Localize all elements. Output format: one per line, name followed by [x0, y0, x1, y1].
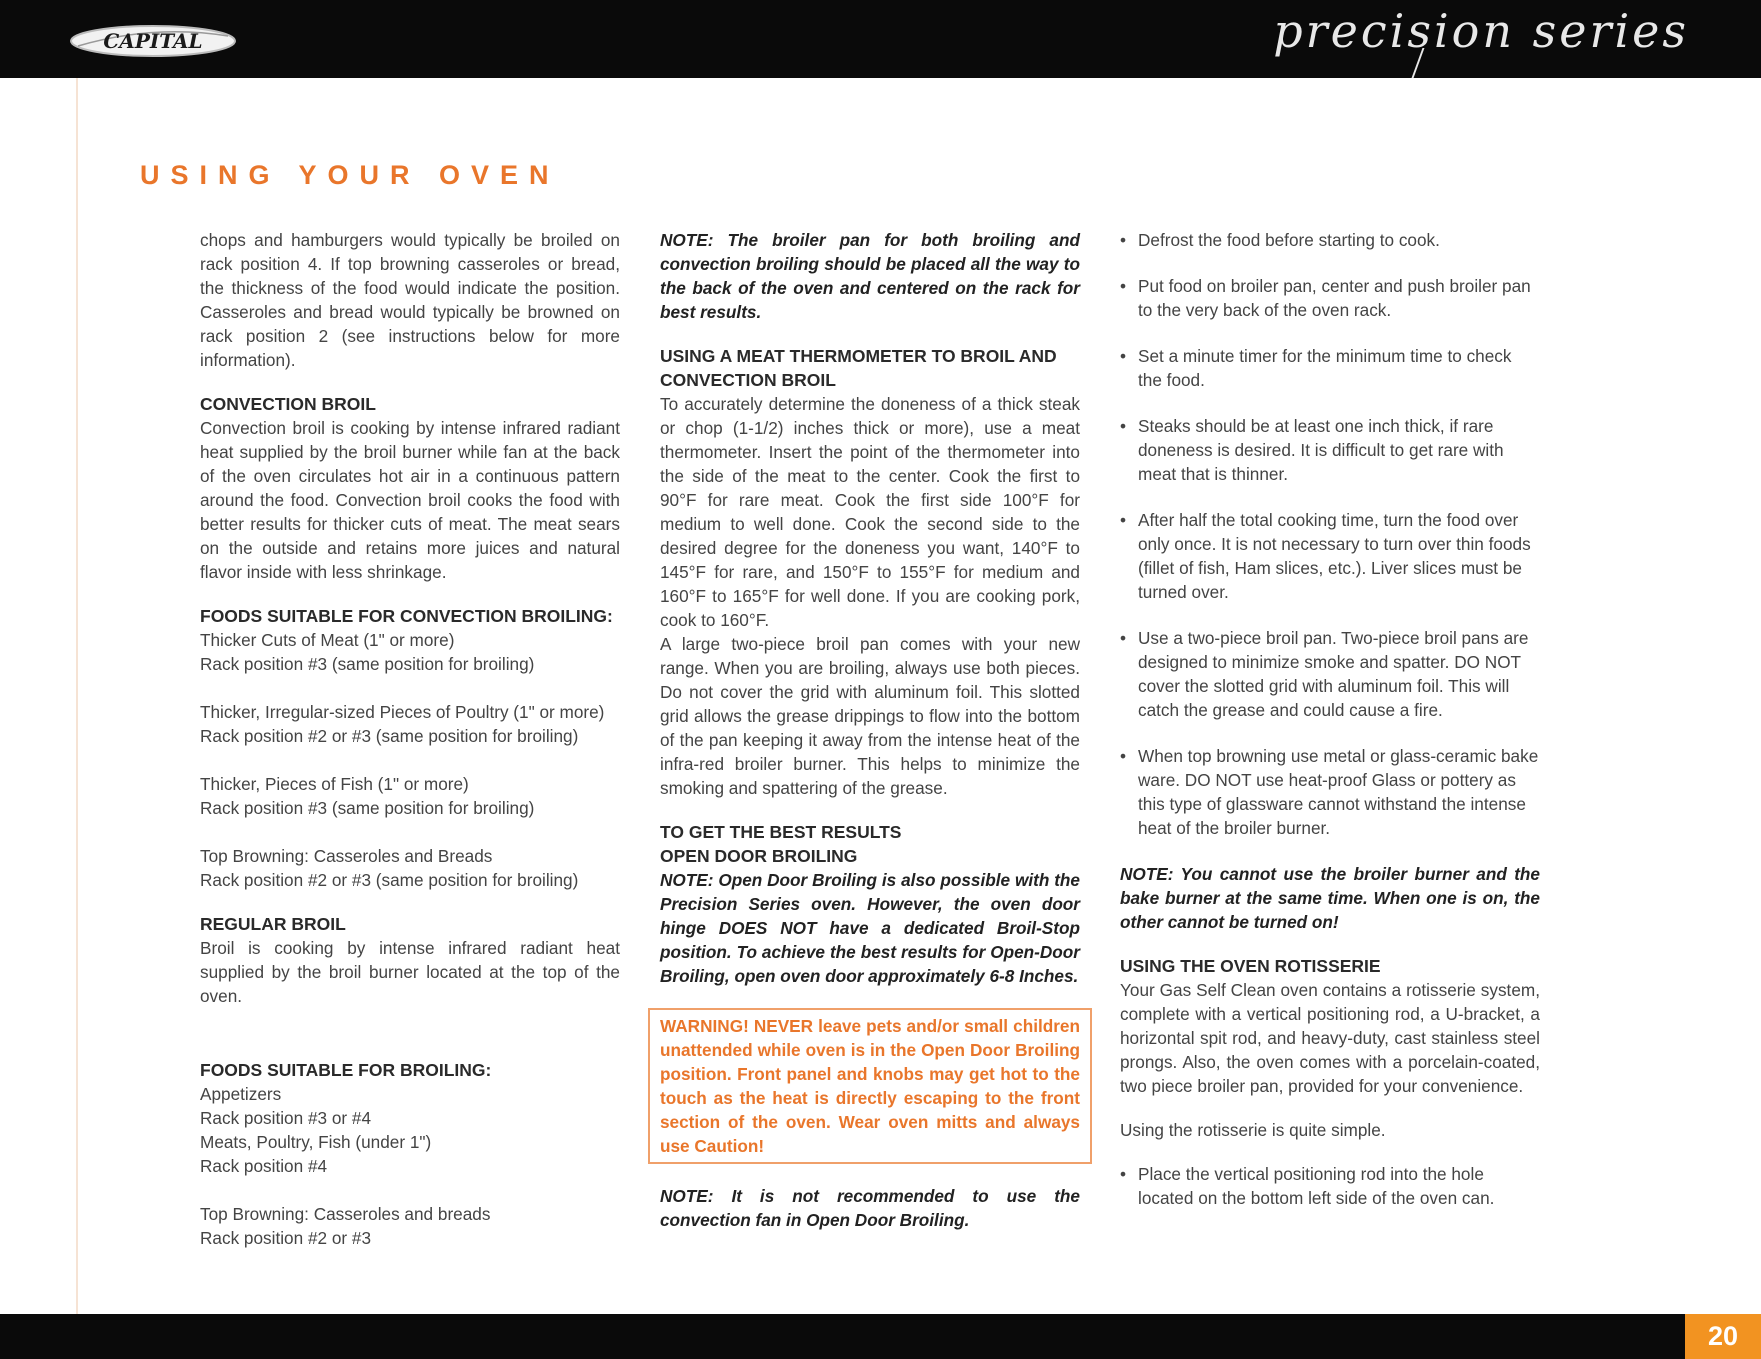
section-title: USING YOUR OVEN	[140, 160, 560, 190]
warning-box: WARNING! NEVER leave pets and/or small children unattended while oven is in the Open Door Broiling position. Front panel and knobs may get hot to the touch as the heat is directly escaping to the front section of the oven. Wear oven mitts and always use Caution!	[648, 1008, 1092, 1164]
intro-paragraph: chops and hamburgers would typically be broiled on rack position 4. If top browning casseroles or bread, the thickness of the food would indicate the position. Casseroles and bread would typically be browned on rack position 2 (see instructions below for more information).	[200, 230, 620, 370]
capital-logo	[68, 22, 238, 60]
bullet-icon: •	[1120, 628, 1127, 648]
convection-broil-text: Convection broil is cooking by intense infrared radiant heat supplied by the broil burner while fan at the back of the oven circulates hot air in a continuous pattern around the food. Convection broil cooks the food with better results for thicker cuts of meat. The meat sears on the outside and retains more juices and natural flavor inside with less shrinkage.	[200, 418, 620, 582]
regular-broil-heading: REGULAR BROIL	[200, 914, 346, 934]
margin-rule	[76, 78, 78, 1314]
food-rack: Rack position #3 (same position for broiling)	[200, 798, 535, 818]
list-item: • Steaks should be at least one inch thick, if rare doneness is desired. It is difficult to get rare with meat that is thinner.	[1120, 416, 1504, 484]
food-rack: Rack position #3 (same position for broiling)	[200, 654, 535, 674]
bullet-icon: •	[1120, 1164, 1127, 1184]
svg-text:CAPITAL: CAPITAL	[103, 29, 203, 53]
food-item: Top Browning: Casseroles and Breads	[200, 846, 493, 866]
bullet-icon: •	[1120, 346, 1127, 366]
column-2	[660, 228, 1080, 1232]
broiling-tips-list	[1120, 228, 1540, 840]
rotisserie-heading: USING THE OVEN ROTISSERIE	[1120, 956, 1381, 976]
footer-bar	[0, 1314, 1761, 1359]
list-item: • Use a two-piece broil pan. Two-piece broil pans are designed to minimize smoke and spatter. DO NOT cover the slotted grid with aluminum foil. This will catch the grease and could cause a fire.	[1120, 628, 1529, 720]
rotisserie-text: Your Gas Self Clean oven contains a rotisserie system, complete with a vertical positioning rod, a U-bracket, a horizontal spit rod, and heavy-duty, cast stainless steel prongs. Also, the oven comes with a porcelain-coated, two piece broiler pan, provided for your convenience.	[1120, 980, 1540, 1096]
broiling-line: Rack position #4	[200, 1156, 328, 1176]
thermometer-heading-line1: USING A MEAT THERMOMETER TO BROIL AND	[660, 346, 1057, 366]
convection-fan-note: NOTE: It is not recommended to use the convection fan in Open Door Broiling.	[660, 1186, 1080, 1230]
thermometer-heading-line2: CONVECTION BROIL	[660, 370, 836, 390]
food-item: Thicker, Irregular-sized Pieces of Poultry (1" or more)	[200, 702, 605, 722]
rotisserie-simple: Using the rotisserie is quite simple.	[1120, 1120, 1386, 1140]
broiling-line: Meats, Poultry, Fish (under 1")	[200, 1132, 432, 1152]
food-rack: Rack position #2 or #3 (same position for broiling)	[200, 870, 579, 890]
bullet-icon: •	[1120, 510, 1127, 530]
regular-broil-text: Broil is cooking by intense infrared radiant heat supplied by the broil burner located at the top of the oven.	[200, 938, 620, 1006]
bullet-icon: •	[1120, 416, 1127, 436]
broiling-line: Rack position #3 or #4	[200, 1108, 372, 1128]
thermometer-text: To accurately determine the doneness of a thick steak or chop (1-1/2) inches thick or more), use a meat thermometer. Insert the point of the thermometer into the side of the meat to the center. Cook the first to 90°F for rare meat. Cook the first side 100°F for medium to well done. Cook the second side to the desired degree for the doneness you want, 140°F to 145°F for rare, and 150°F to 155°F for medium and 160°F to 165°F for well done. If you are cooking pork, cook to 160°F.	[660, 394, 1080, 630]
convection-broil-heading: CONVECTION BROIL	[200, 394, 376, 414]
list-item: • Place the vertical positioning rod into the hole located on the bottom left side of the oven can.	[1120, 1164, 1495, 1208]
series-title: precision series	[1273, 4, 1689, 58]
rotisserie-list	[1120, 1162, 1540, 1210]
open-door-heading: OPEN DOOR BROILING	[660, 846, 858, 866]
list-item: • Defrost the food before starting to cook.	[1120, 230, 1440, 250]
best-results-heading: TO GET THE BEST RESULTS	[660, 822, 902, 842]
list-item: • Set a minute timer for the minimum time to check the food.	[1120, 346, 1512, 390]
foods-broiling-heading: FOODS SUITABLE FOR BROILING:	[200, 1060, 492, 1080]
header-bar	[0, 0, 1761, 78]
food-item: Thicker, Pieces of Fish (1" or more)	[200, 774, 469, 794]
list-item: • Put food on broiler pan, center and push broiler pan to the very back of the oven rack.	[1120, 276, 1531, 320]
list-item: • After half the total cooking time, turn the food over only once. It is not necessary to turn over thin foods (fillet of fish, Ham slices, etc.). Liver slices must be turned over.	[1120, 510, 1531, 602]
broiler-pan-note: NOTE: The broiler pan for both broiling and convection broiling should be placed all the way to the back of the oven and centered on the rack for best results.	[660, 230, 1080, 322]
open-door-note: NOTE: Open Door Broiling is also possible with the Precision Series oven. However, the oven door hinge DOES NOT have a dedicated Broil-Stop position. To achieve the best results for Open-Door Broiling, open oven door approximately 6-8 Inches.	[660, 870, 1080, 986]
broiling-line: Rack position #2 or #3	[200, 1228, 372, 1248]
bullet-icon: •	[1120, 276, 1127, 296]
column-1	[200, 228, 620, 1250]
food-rack: Rack position #2 or #3 (same position for broiling)	[200, 726, 579, 746]
foods-convection-heading: FOODS SUITABLE FOR CONVECTION BROILING:	[200, 606, 613, 626]
page-number: 20	[1685, 1314, 1761, 1359]
list-item: • When top browning use metal or glass-ceramic bake ware. DO NOT use heat-proof Glass or pottery as this type of glassware cannot withstand the intense heat of the broiler burner.	[1120, 746, 1539, 838]
broiling-line: Appetizers	[200, 1084, 282, 1104]
broil-pan-text: A large two-piece broil pan comes with your new range. When you are broiling, always use both pieces. Do not cover the grid with aluminum foil. This slotted grid allows the grease drippings to flow into the bottom of the pan keeping it away from the intense heat of the infra-red broiler burner. This helps to minimize the smoking and spattering of the grease.	[660, 634, 1080, 798]
burner-note: NOTE: You cannot use the broiler burner and the bake burner at the same time. When one is on, the other cannot be turned on!	[1120, 864, 1540, 932]
food-item: Thicker Cuts of Meat (1" or more)	[200, 630, 455, 650]
column-3	[1120, 228, 1540, 1232]
bullet-icon: •	[1120, 746, 1127, 766]
bullet-icon: •	[1120, 230, 1127, 250]
broiling-line: Top Browning: Casseroles and breads	[200, 1204, 491, 1224]
